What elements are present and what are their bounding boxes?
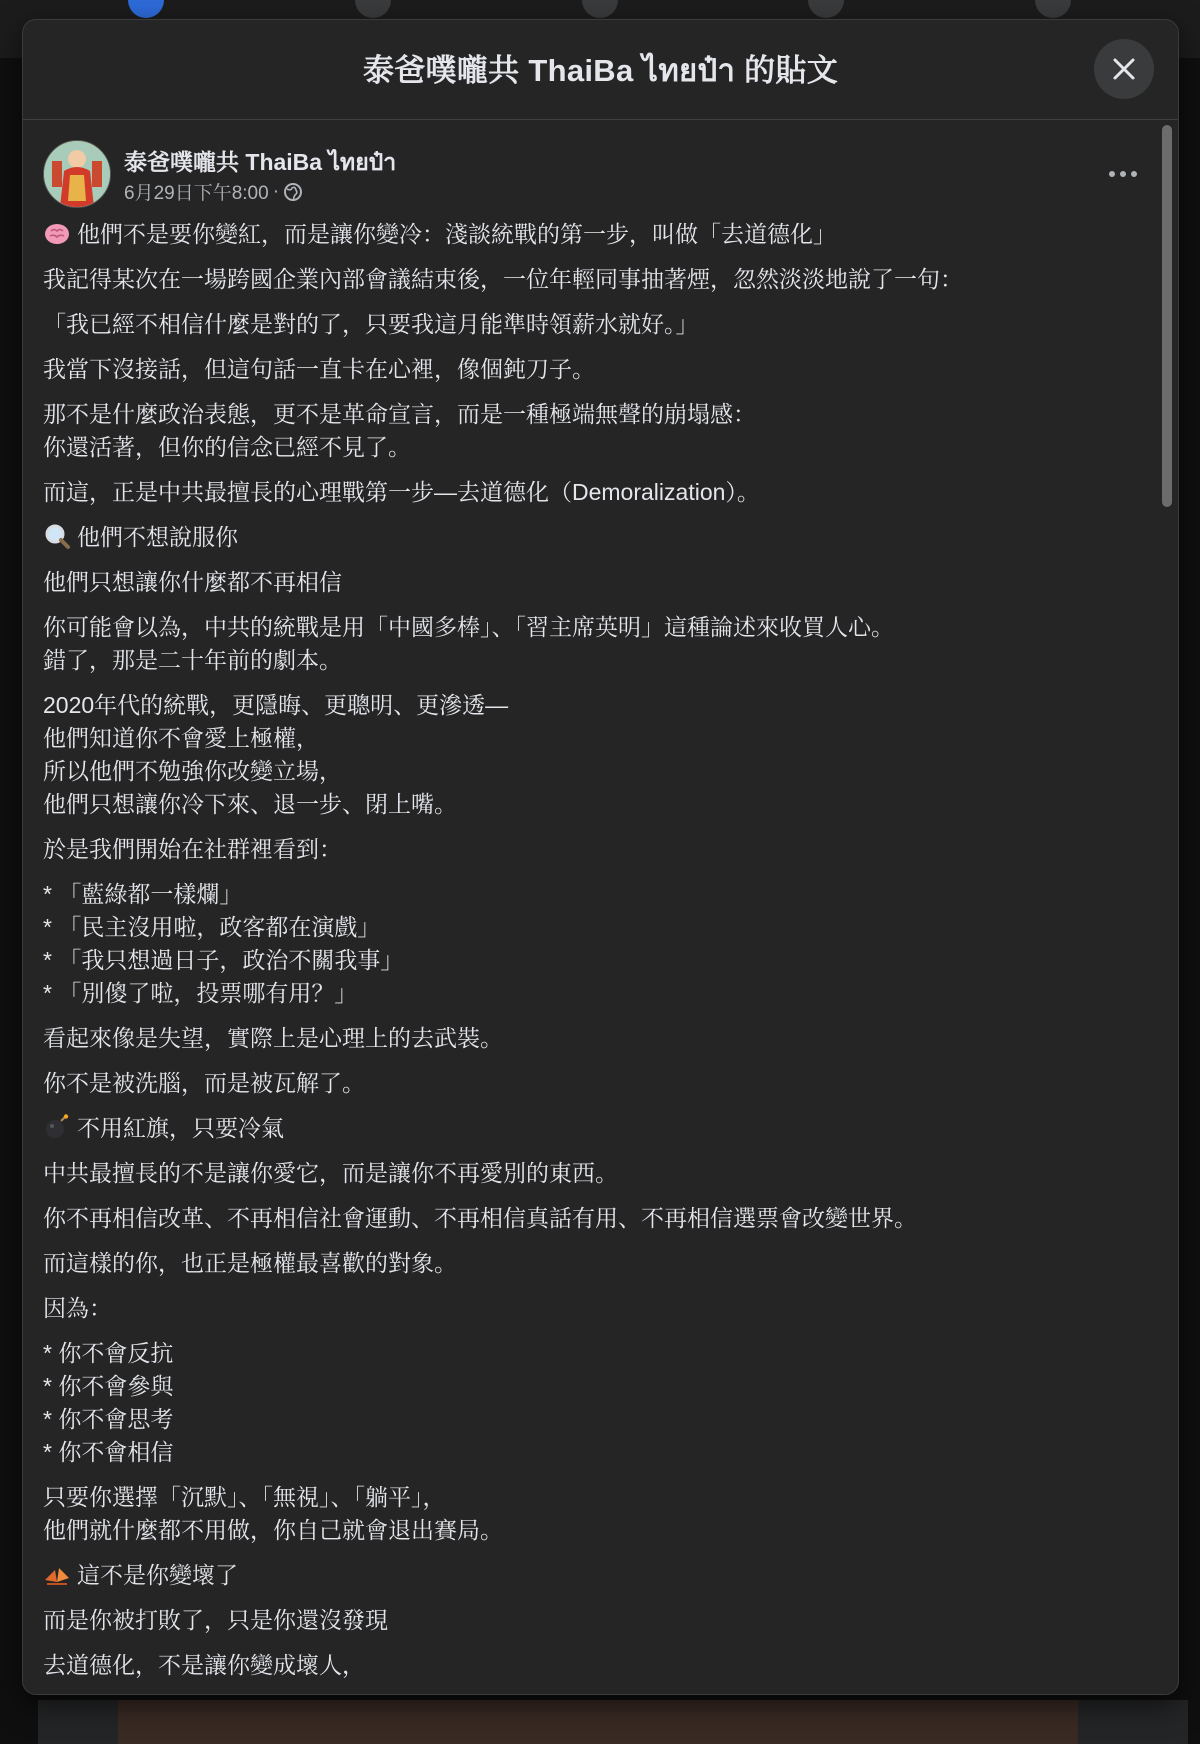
post-more-button[interactable] (1103, 154, 1143, 194)
post-text-line (43, 878, 1123, 911)
post-text-line (43, 1337, 1123, 1370)
post-paragraph (43, 1604, 1123, 1637)
post-paragraph (43, 476, 1123, 509)
friends-nav-icon[interactable] (355, 0, 391, 18)
post-body (43, 218, 1123, 1694)
post-text-line (43, 1022, 1123, 1055)
post-text-line (43, 263, 1123, 296)
post-text-line (43, 644, 1123, 677)
post-scroll-area[interactable] (23, 120, 1178, 1694)
post-paragraph (43, 1067, 1123, 1100)
post-paragraph (43, 1247, 1123, 1280)
post-text-line (43, 689, 1123, 722)
background-feed-right (1078, 1700, 1188, 1744)
post-text: 他們就什麼都不用做，你自己就會退出賽局。 (43, 1517, 503, 1543)
post-text: 所以他們不勉強你改變立場， (43, 758, 342, 784)
post-text: 因為： (43, 1295, 112, 1321)
post-text-line (43, 566, 1123, 599)
modal-header (23, 20, 1178, 120)
post-text-line (43, 218, 1123, 251)
post (43, 140, 1143, 1678)
post-text: 他們只想讓你冷下來、退一步、閉上嘴。 (43, 791, 457, 817)
post-paragraph (43, 611, 1123, 677)
post-text: * 你不會相信 (43, 1439, 174, 1465)
post-text: 你還活著，但你的信念已經不見了。 (43, 434, 411, 460)
post-text-line (43, 1157, 1123, 1190)
post-text: 你可能會以為，中共的統戰是用「中國多棒」、「習主席英明」這種論述來收買人心。 (43, 614, 894, 640)
post-text: * 你不會參與 (43, 1373, 174, 1399)
post-paragraph (43, 1112, 1123, 1145)
post-text: 你不再相信改革、不再相信社會運動、不再相信真話有用、不再相信選票會改變世界。 (43, 1205, 917, 1231)
gaming-nav-icon[interactable] (1035, 0, 1071, 18)
post-text: 「我已經不相信什麼是對的了，只要我這月能準時領薪水就好。」 (43, 311, 699, 337)
post-text: 2020年代的統戰，更隱晦、更聰明、更滲透— (43, 692, 509, 718)
post-text-line (43, 755, 1123, 788)
post-meta (124, 178, 303, 205)
author-avatar[interactable] (43, 140, 111, 208)
post-text-line (43, 1202, 1123, 1235)
background-feed-image (118, 1700, 1078, 1744)
globe-icon[interactable] (283, 182, 303, 202)
post-paragraph (43, 353, 1123, 386)
post-text: 那不是什麼政治表態，更不是革命宣言，而是一種極端無聲的崩塌感： (43, 401, 756, 427)
post-text: 他們不是要你變紅，而是讓你變冷：淺談統戰的第一步，叫做「去道德化」 (77, 221, 836, 247)
brain-icon (43, 219, 71, 247)
post-text-line (43, 1514, 1123, 1547)
post-text-line (43, 1559, 1123, 1592)
post-paragraph (43, 1292, 1123, 1325)
modal-title: 泰爸噗嚨共 ThaiBa ไทยป๋า 的貼文 (362, 52, 839, 88)
post-text: 他們只想讓你什麼都不再相信 (43, 569, 342, 595)
post-text-line (43, 611, 1123, 644)
post-text-line (43, 398, 1123, 431)
post-text: 他們知道你不會愛上極權， (43, 725, 319, 751)
post-paragraph (43, 1202, 1123, 1235)
post-text: 而是你被打敗了，只是你還沒發現 (43, 1607, 388, 1633)
post-text-line (43, 944, 1123, 977)
post-text: 我當下沒接話，但這句話一直卡在心裡，像個鈍刀子。 (43, 356, 595, 382)
post-text-line (43, 722, 1123, 755)
close-button[interactable] (1094, 39, 1154, 99)
post-text: 看起來像是失望，實際上是心理上的去武裝。 (43, 1025, 503, 1051)
post-paragraph (43, 1157, 1123, 1190)
post-paragraph (43, 878, 1123, 1010)
post-text: 而這樣的你，也正是極權最喜歡的對象。 (43, 1250, 457, 1276)
scrollbar-thumb[interactable] (1162, 125, 1172, 507)
more-horizontal-icon (1108, 170, 1138, 178)
post-text-line (43, 1649, 1123, 1682)
post-text: * 你不會思考 (43, 1406, 174, 1432)
post-text-line (43, 977, 1123, 1010)
post-paragraph (43, 1649, 1123, 1682)
post-text-line (43, 1370, 1123, 1403)
post-paragraph (43, 1337, 1123, 1469)
post-modal (22, 19, 1179, 1695)
post-paragraph (43, 833, 1123, 866)
post-timestamp[interactable]: 6月29日下午8:00 (124, 183, 269, 204)
post-text-line (43, 1067, 1123, 1100)
post-paragraph (43, 308, 1123, 341)
post-paragraph (43, 263, 1123, 296)
post-paragraph (43, 566, 1123, 599)
post-text: 這不是你變壞了 (77, 1562, 238, 1588)
post-text-line (43, 1292, 1123, 1325)
post-text-line (43, 788, 1123, 821)
broken-brick-icon (43, 1560, 71, 1588)
post-text-line (43, 1247, 1123, 1280)
background-feed-left (38, 1700, 118, 1744)
post-text-line (43, 1112, 1123, 1145)
post-text: * 「民主沒用啦，政客都在演戲」 (43, 914, 381, 940)
post-text-line (43, 833, 1123, 866)
post-paragraph (43, 1481, 1123, 1547)
magnifier-icon (43, 522, 71, 550)
post-text: 不用紅旗，只要冷氣 (77, 1115, 284, 1141)
post-text: 錯了，那是二十年前的劇本。 (43, 647, 342, 673)
post-text-line (43, 1436, 1123, 1469)
close-icon (1110, 55, 1138, 83)
post-paragraph (43, 398, 1123, 464)
post-header (43, 140, 1143, 208)
post-text-line (43, 521, 1123, 554)
post-text-line (43, 1403, 1123, 1436)
video-nav-icon[interactable] (582, 0, 618, 18)
avatar-illustration (44, 141, 110, 207)
post-paragraph (43, 689, 1123, 821)
post-text: 你不是被洗腦，而是被瓦解了。 (43, 1070, 365, 1096)
post-text: 他們不想說服你 (77, 524, 238, 550)
marketplace-nav-icon[interactable] (808, 0, 844, 18)
post-text-line (43, 1604, 1123, 1637)
bomb-icon (43, 1113, 71, 1141)
post-paragraph (43, 1022, 1123, 1055)
post-paragraph (43, 521, 1123, 554)
post-text: 中共最擅長的不是讓你愛它，而是讓你不再愛別的東西。 (43, 1160, 618, 1186)
post-text-line (43, 308, 1123, 341)
post-text: * 「我只想過日子，政治不關我事」 (43, 947, 404, 973)
post-text: 去道德化，不是讓你變成壞人， (43, 1652, 365, 1678)
post-text-line (43, 476, 1123, 509)
post-text: 於是我們開始在社群裡看到： (43, 836, 342, 862)
author-name[interactable]: 泰爸噗嚨共 ThaiBa ไทยป๋า (124, 149, 397, 175)
meta-separator: · (272, 180, 280, 202)
post-text: 只要你選擇「沉默」、「無視」、「躺平」， (43, 1484, 446, 1510)
post-paragraph (43, 218, 1123, 251)
post-text: 我記得某次在一場跨國企業內部會議結束後，一位年輕同事抽著煙，忽然淡淡地說了一句： (43, 266, 963, 292)
post-text: * 「別傻了啦，投票哪有用？」 (43, 980, 358, 1006)
home-nav-icon[interactable] (128, 0, 164, 18)
post-text-line (43, 431, 1123, 464)
post-text-line (43, 353, 1123, 386)
post-text-line (43, 1481, 1123, 1514)
post-text-line (43, 911, 1123, 944)
post-text: 而這，正是中共最擅長的心理戰第一步—去道德化（Demoralization）。 (43, 479, 760, 505)
post-text: * 你不會反抗 (43, 1340, 174, 1366)
post-paragraph (43, 1559, 1123, 1592)
post-text: * 「藍綠都一樣爛」 (43, 881, 243, 907)
